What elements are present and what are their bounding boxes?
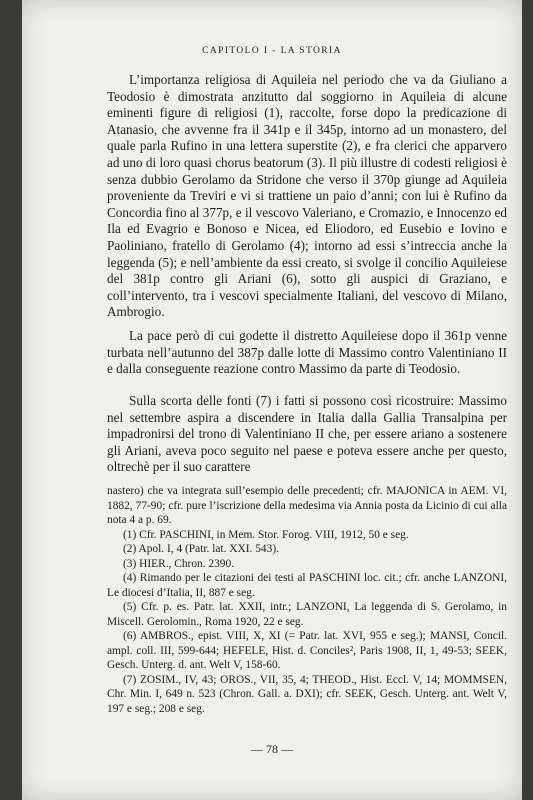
paragraph-text: La pace però di cui godette il distretto Aquileiese dopo il 361p venne turbata nell’autunno del 387p dalle lotte di Massimo contro Valentiniano II e dalla conseguente reazione contro Massimo da parte di Teodosio. bbox=[107, 328, 507, 377]
footnote-7: (7) ZOSIM., IV, 43; OROS., VII, 35, 4; THEOD., Hist. Eccl. V, 14; MOMMSEN, Chr. Min. I, 649 n. 523 (Chron. Gall. a. DXI); cfr. SEEK, Gesch. Unterg. ant. Welt V, 197 e seg.; 208 e seg. bbox=[107, 673, 507, 715]
paragraph-sources bbox=[107, 393, 507, 476]
paragraph-peace-disturbed bbox=[107, 328, 507, 378]
footnote-4: (4) Rimando per le citazioni dei testi al PASCHINI loc. cit.; cfr. anche LANZONI, Le diocesi d’Italia, II, 887 e seg. bbox=[107, 572, 507, 599]
page-number: — 78 — bbox=[251, 742, 293, 756]
footnote-5: (5) Cfr. p. es. Patr. lat. XXII, intr.; LANZONI, La leggenda di S. Gerolamo, in Miscell. Gerolomin., Roma 1920, 22 e seg. bbox=[107, 601, 507, 628]
paragraph-aquileia-religious bbox=[107, 72, 507, 321]
footnotes bbox=[107, 484, 507, 716]
paragraph-text: L’importanza religiosa di Aquileia nel periodo che va da Giuliano a Teodosio è dimostrata anzitutto dal soggiorno in Aquileia di alcune eminenti figure di religiosi (1), raccolte, forse dopo la predicazione di Atanasio, che avvenne fra il 341p e il 345p, intorno ad un monastero, del quale parla Rufino in una lettera superstite (2), e fra clerici che apparvero ad uno di loro quasi chorus beatorum (3). Il più illustre di codesti religiosi è senza dubbio Gerolamo da Stridone che verso il 370p giunge ad Aquileia proveniente da Treviri e vi si trattiene un paio d’anni; con lui è Rufino da Concordia fino al 377p, e il vescovo Valeriano, e Cromazio, e Innocenzo ed Ila ed Evagrio e Bonoso e Nicea, ed Eliodoro, ed Eusebio e Iovino e Paoliniano, fratello di Gerolamo (4); intorno ad essi s’intreccia anche la leggenda (5); e nell’ambiente da essi creato, si svolge il concilio Aquileiese del 381p contro gli Ariani (6), sotto gli auspici di Graziano, e coll’intervento, tra i vescovi specialmente Italiani, del vescovo di Milano, Ambrogio. bbox=[107, 72, 507, 320]
footnote-2: (2) Apol. I, 4 (Patr. lat. XXI. 543). bbox=[123, 543, 279, 555]
footnote-continuation: nastero) che va integrata sull’esempio delle precedenti; cfr. MAJONICA in AEM. VI, 1882, 77-90; cfr. pure l’iscrizione della medesima via Annia posta da Licinio di cui alla nota 4 a p. 69. bbox=[107, 485, 507, 526]
book-page bbox=[22, 0, 522, 800]
footnote-6: (6) AMBROS., epist. VIII, X, XI (= Patr. lat. XVI, 955 e seg.); MANSI, Concil. ampl. coll. III, 599-644; HEFELE, Hist. d. Conciles², Paris 1908, II, 1, 49-53; SEEK, Gesch. Unterg. d. ant. Welt V, 158-60. bbox=[107, 630, 507, 671]
footnote-3: (3) HIER., Chron. 2390. bbox=[123, 557, 235, 570]
running-header: CAPITOLO I - LA STORIA bbox=[202, 46, 342, 56]
paragraph-text: Sulla scorta delle fonti (7) i fatti si possono così ricostruire: Massimo nel settembre aspira a discendere in Italia dalla Gallia Transalpina per impadronirsi del trono di Valentiniano II che, per essere ariano a sostenere gli Ariani, aveva poco seguito nel paese e poteva essere anche per questo, oltrechè per il suo carattere bbox=[107, 393, 507, 475]
footnote-1: (1) Cfr. PASCHINI, in Mem. Stor. Forog. VIII, 1912, 50 e seg. bbox=[123, 528, 409, 541]
